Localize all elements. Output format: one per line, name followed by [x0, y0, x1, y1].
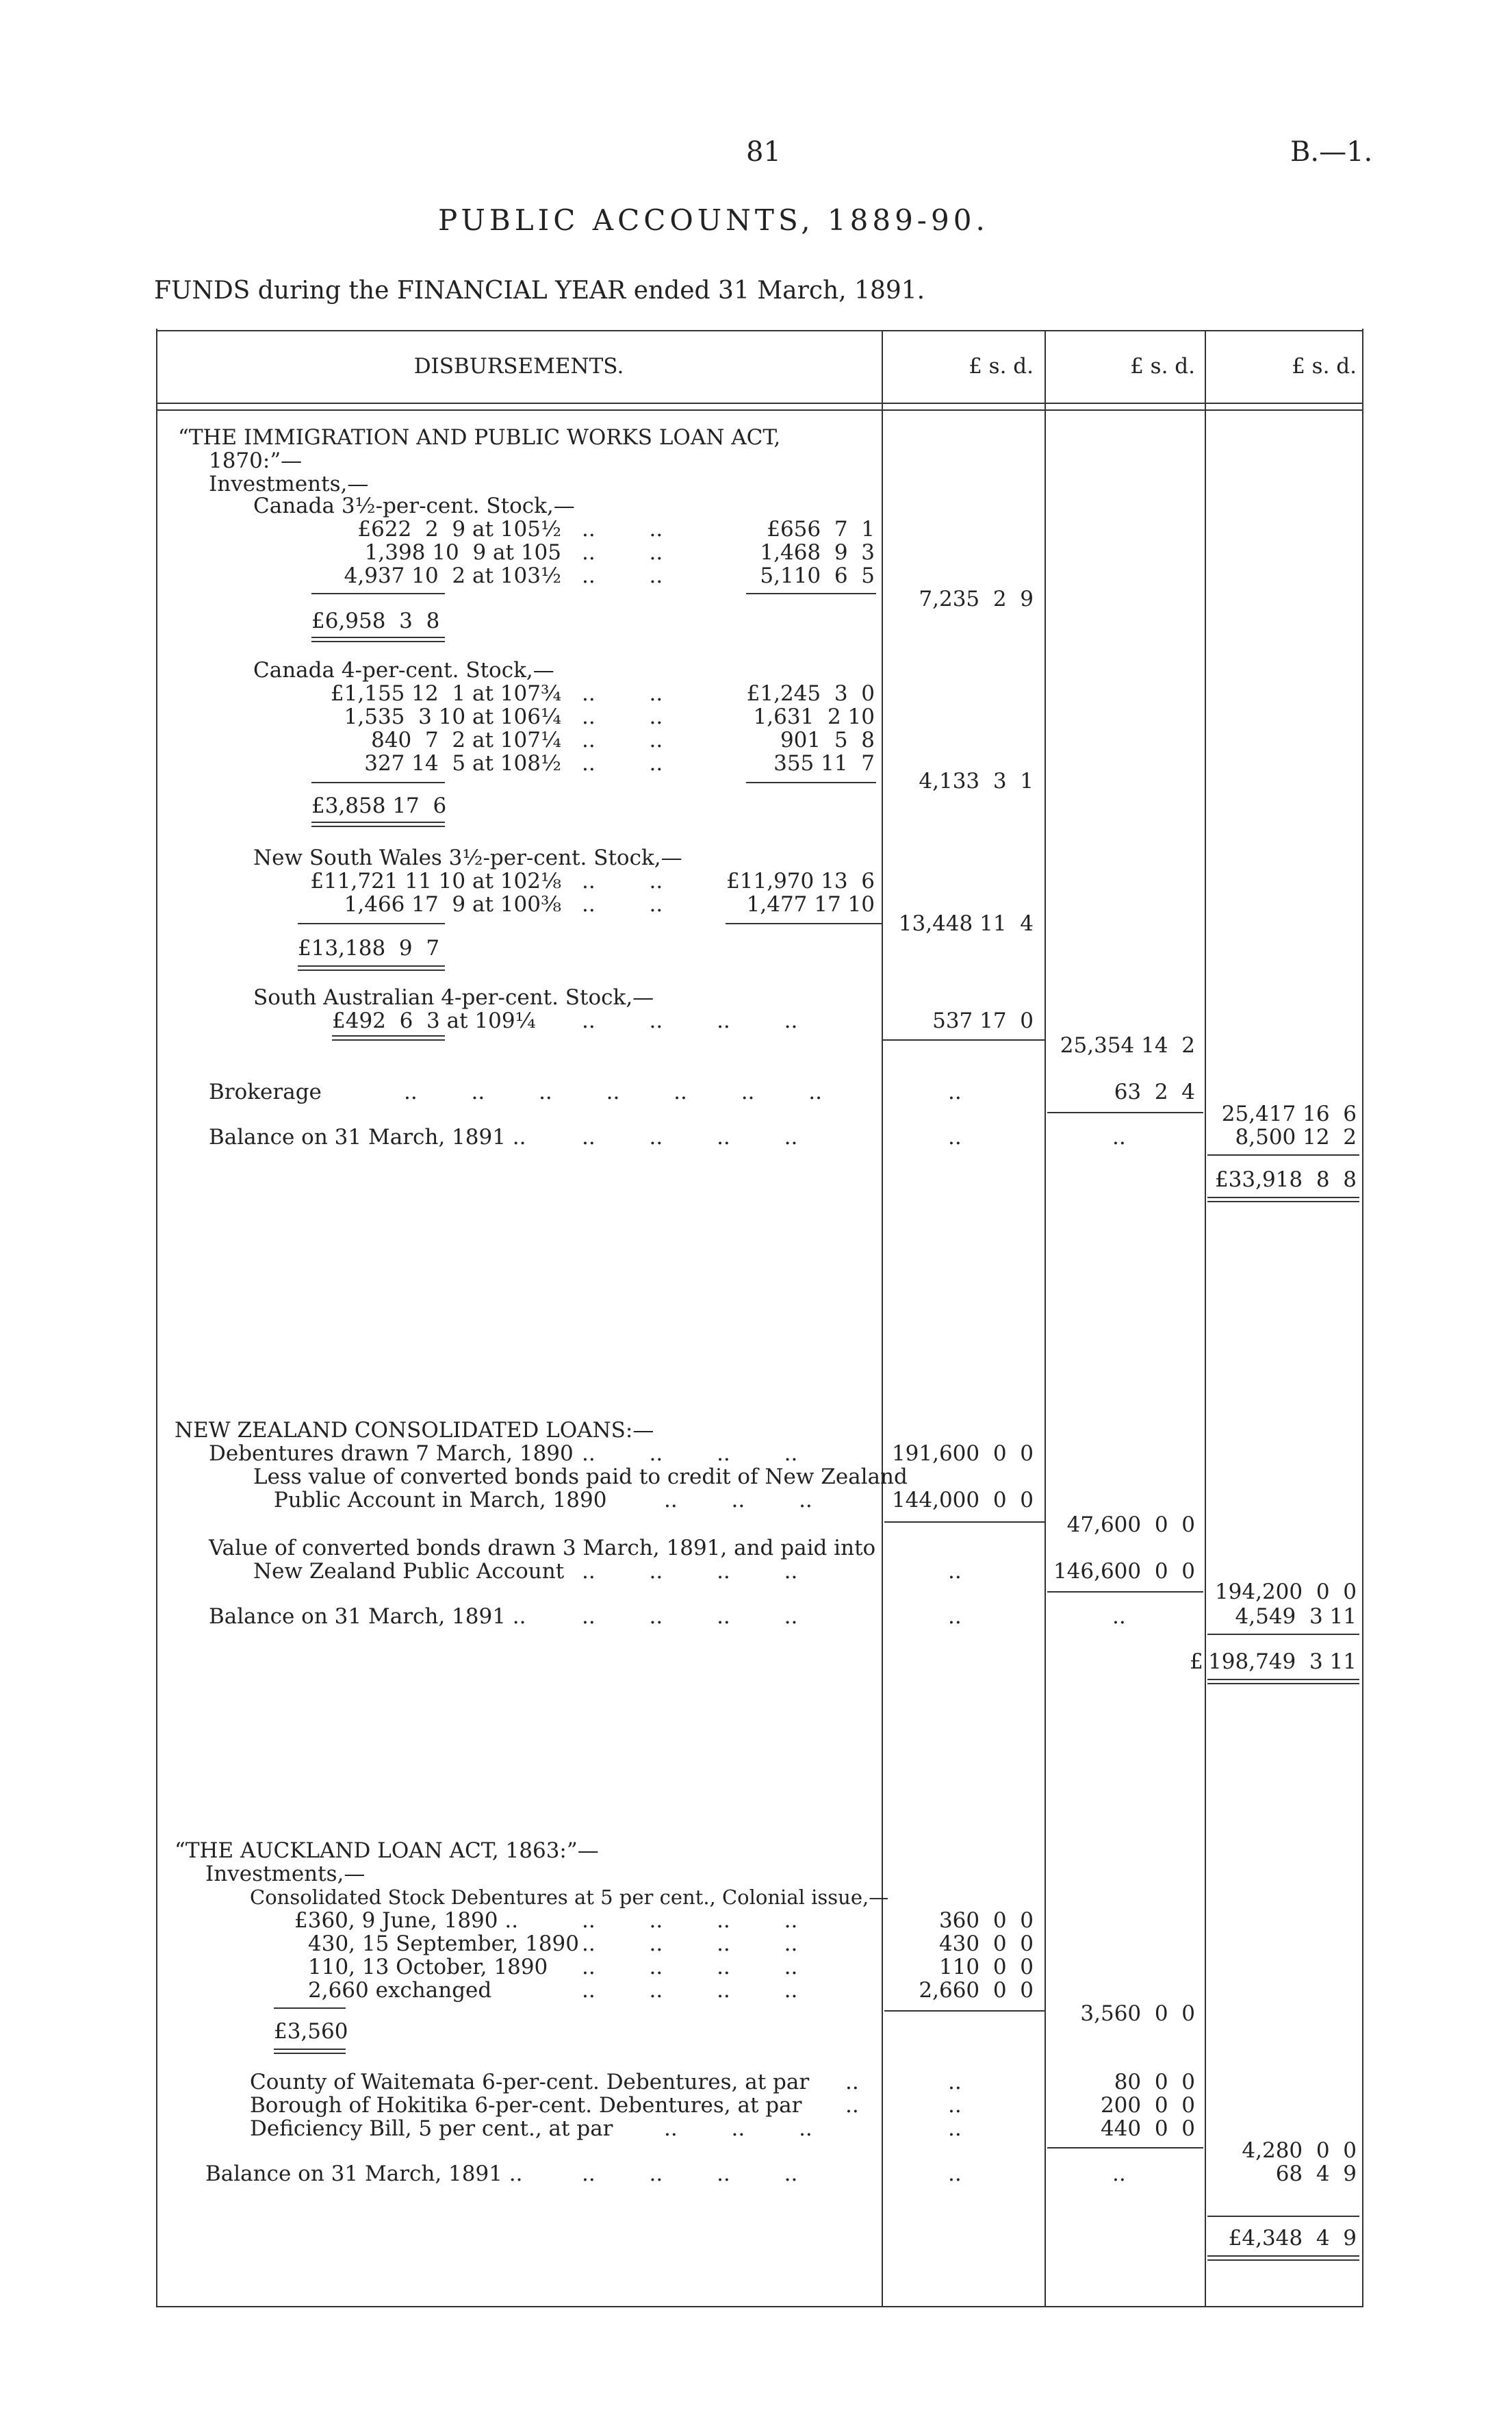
auckland-row-4-desc: 2,660 exchanged: [308, 1978, 492, 2003]
dot-leader: ..: [948, 2070, 962, 2094]
dot-leader: ..: [1112, 1604, 1126, 1629]
immigration-investments: Investments,—: [209, 472, 369, 496]
rule: [298, 923, 445, 924]
canada4-row-2-amount: 1,631 2 10: [753, 705, 875, 729]
nzloans-debentures-label: Debentures drawn 7 March, 1890: [209, 1441, 574, 1466]
nzloans-less-amount: 144,000 0 0: [891, 1488, 1034, 1512]
auckland-investments: Investments,—: [205, 1862, 366, 1886]
nsw-subtotal: 13,448 11 4: [898, 911, 1034, 936]
auckland-sum: 4,280 0 0: [1242, 2138, 1357, 2163]
canada35-row-2-desc: 1,398 10 9 at 105: [364, 540, 561, 565]
dot-leader: .. ..: [582, 705, 663, 729]
canada35-row-1-amount: £656 7 1: [767, 517, 875, 542]
canada4-row-3-amount: 901 5 8: [780, 728, 875, 752]
immigration-title-2: 1870:”—: [209, 448, 303, 473]
auckland-consol-label: Consolidated Stock Debentures at 5 per cent., Colonial issue,—: [250, 1886, 889, 1909]
col-3-header: £ s. d.: [1292, 354, 1357, 379]
dot-leader: ..: [845, 2093, 859, 2118]
rule: [311, 593, 445, 594]
rule: [1047, 1591, 1203, 1593]
auckland-total-face: £3,560: [274, 2019, 348, 2044]
canada35-row-3-amount: 5,110 6 5: [760, 563, 875, 588]
double-rule: [274, 2049, 346, 2054]
dot-leader: .. .. .. ..: [582, 1978, 798, 2003]
rule: [311, 782, 445, 783]
dot-leader: .. ..: [582, 517, 663, 542]
dot-leader: .. .. .. ..: [582, 1441, 798, 1466]
nzloans-value-label: Value of converted bonds drawn 3 March, 1891, and paid into: [209, 1536, 876, 1560]
auckland-item-1-desc: County of Waitemata 6-per-cent. Debentures, at par: [250, 2070, 810, 2094]
nsw-label: New South Wales 3½-per-cent. Stock,—: [253, 846, 682, 870]
dot-leader: ..: [1112, 1125, 1126, 1150]
dot-leader: .. .. .. ..: [582, 1125, 798, 1150]
auckland-row-2-amount: 430 0 0: [938, 1931, 1034, 1956]
canada4-total-face: £3,858 17 6: [311, 794, 447, 818]
canada4-row-2-desc: 1,535 3 10 at 106¼: [344, 705, 561, 729]
brokerage-label: Brokerage: [209, 1080, 322, 1104]
rule: [884, 1521, 1045, 1523]
rule: [746, 593, 876, 594]
rule: [1047, 1112, 1203, 1113]
dot-leader: ..: [1112, 2162, 1126, 2186]
canada4-row-4-desc: 327 14 5 at 108½: [364, 751, 561, 776]
double-rule: [311, 822, 445, 827]
dot-leader: .. ..: [582, 892, 663, 917]
auckland-item-3-desc: Deficiency Bill, 5 per cent., at par: [250, 2116, 613, 2141]
auckland-row-1-desc: £360, 9 June, 1890 ..: [294, 1908, 519, 1933]
auckland-row-3-amount: 110 0 0: [938, 1955, 1034, 1979]
dot-leader: ..: [948, 2162, 962, 2186]
nzloans-total-sign: £: [1190, 1649, 1203, 1674]
immigration-grand-total: £33,918 8 8: [1214, 1167, 1357, 1192]
dot-leader: .. ..: [582, 540, 663, 565]
auckland-row-2-desc: 430, 15 September, 1890: [308, 1931, 580, 1956]
page-reference: B.—1.: [1290, 136, 1373, 168]
nzloans-value-label-2: New Zealand Public Account: [253, 1559, 565, 1584]
auckland-balance-label: Balance on 31 March, 1891 ..: [205, 2162, 523, 2186]
auckland-item-3-amount: 440 0 0: [1100, 2116, 1195, 2141]
table-border-bottom: [156, 2306, 1362, 2307]
nsw-row-1-desc: £11,721 11 10 at 102⅛: [310, 869, 561, 893]
disbursements-header: DISBURSEMENTS.: [413, 354, 624, 379]
table-border-right: [1362, 329, 1363, 2307]
canada35-label: Canada 3½-per-cent. Stock,—: [253, 494, 575, 518]
canada4-row-4-amount: 355 11 7: [773, 751, 875, 776]
page-title: PUBLIC ACCOUNTS, 1889-90.: [438, 203, 989, 237]
immigration-balance: 8,500 12 2: [1235, 1125, 1357, 1150]
immigration-title: “THE IMMIGRATION AND PUBLIC WORKS LOAN ACT,: [178, 425, 781, 450]
dot-leader: .. .. .. ..: [582, 1955, 798, 1979]
rule: [884, 2010, 1045, 2012]
table-border-left: [156, 329, 157, 2307]
nzloans-sum: 194,200 0 0: [1214, 1580, 1357, 1604]
dot-leader: .. ..: [582, 563, 663, 588]
nzloans-debentures-amount: 191,600 0 0: [891, 1441, 1034, 1466]
dot-leader: ..: [948, 1125, 962, 1150]
rule: [1207, 1634, 1359, 1635]
rule: [726, 923, 882, 924]
dot-leader: .. .. .. ..: [582, 1931, 798, 1956]
auckland-item-2-desc: Borough of Hokitika 6-per-cent. Debentures, at par: [250, 2093, 802, 2118]
dot-leader: .. .. .. ..: [582, 1559, 798, 1584]
nzloans-less-label-2: Public Account in March, 1890: [274, 1488, 607, 1512]
dot-leader: .. .. .. ..: [582, 2162, 798, 2186]
investments-total: 25,354 14 2: [1060, 1033, 1195, 1058]
dot-leader: ..: [948, 1080, 962, 1104]
dot-leader: .. .. .. ..: [582, 1604, 798, 1629]
dot-leader: ..: [948, 2116, 962, 2141]
nsw-row-2-desc: 1,466 17 9 at 100⅜: [344, 892, 561, 917]
dot-leader: .. ..: [582, 681, 663, 706]
auckland-item-2-amount: 200 0 0: [1100, 2093, 1195, 2118]
dot-leader: .. .. .. ..: [582, 1908, 798, 1933]
auckland-row-4-amount: 2,660 0 0: [919, 1978, 1034, 2003]
nsw-row-2-amount: 1,477 17 10: [746, 892, 875, 917]
table-border-top: [156, 330, 1362, 331]
canada35-row-2-amount: 1,468 9 3: [760, 540, 875, 565]
table-header-rule-2: [156, 409, 1362, 411]
canada4-subtotal: 4,133 3 1: [919, 769, 1034, 794]
brokerage-amount: 63 2 4: [1114, 1080, 1195, 1104]
nzloans-grand-total: 198,749 3 11: [1208, 1649, 1357, 1674]
dot-leader: ..: [948, 2093, 962, 2118]
immigration-balance-label: Balance on 31 March, 1891 ..: [209, 1125, 526, 1150]
nzloans-value-amount: 146,600 0 0: [1053, 1559, 1195, 1584]
double-rule: [298, 965, 445, 971]
canada4-row-1-amount: £1,245 3 0: [746, 681, 875, 706]
nsw-total-face: £13,188 9 7: [298, 936, 440, 961]
sa-desc: £492 6 3 at 109¼: [332, 1009, 536, 1033]
auckland-balance: 68 4 9: [1275, 2162, 1357, 2186]
dot-leader: .. ..: [582, 728, 663, 752]
nzloans-balance: 4,549 3 11: [1235, 1604, 1357, 1629]
dot-leader: ..: [948, 1604, 962, 1629]
dot-leader: .. .. .. ..: [582, 1009, 798, 1033]
canada4-row-1-desc: £1,155 12 1 at 107¾: [330, 681, 561, 706]
page-number: 81: [746, 136, 781, 168]
dot-leader: .. .. ..: [664, 2116, 812, 2141]
col-1-header: £ s. d.: [969, 354, 1034, 379]
rule: [883, 1039, 1045, 1041]
canada4-row-3-desc: 840 7 2 at 107¼: [371, 728, 561, 752]
rule: [1047, 2147, 1203, 2148]
dot-leader: .. ..: [582, 869, 663, 893]
immigration-sum: 25,417 16 6: [1221, 1102, 1357, 1126]
column-divider-3: [1205, 330, 1206, 2306]
canada35-subtotal: 7,235 2 9: [919, 587, 1034, 611]
auckland-row-1-amount: 360 0 0: [938, 1908, 1034, 1933]
double-rule: [1207, 2255, 1359, 2261]
dot-leader: ..: [948, 1559, 962, 1584]
double-rule: [332, 1035, 445, 1041]
nzloans-balance-label: Balance on 31 March, 1891 ..: [209, 1604, 526, 1629]
double-rule: [1207, 1197, 1359, 1202]
dot-leader: ..: [845, 2070, 859, 2094]
table-header-rule: [156, 403, 1362, 404]
nzloans-less-label: Less value of converted bonds paid to credit of New Zealand: [253, 1465, 908, 1489]
auckland-row-3-desc: 110, 13 October, 1890: [308, 1955, 548, 1979]
auckland-subtotal: 3,560 0 0: [1080, 2001, 1195, 2026]
rule: [746, 782, 876, 783]
rule: [1207, 2216, 1359, 2217]
canada4-label: Canada 4-per-cent. Stock,—: [253, 658, 554, 683]
canada35-row-1-desc: £622 2 9 at 105½: [357, 517, 561, 542]
rule: [274, 2007, 346, 2009]
dot-leader: .. .. .. .. .. .. ..: [404, 1080, 822, 1104]
dot-leader: .. ..: [582, 751, 663, 776]
nsw-row-1-amount: £11,970 13 6: [726, 869, 875, 893]
canada35-row-3-desc: 4,937 10 2 at 103½: [344, 563, 561, 588]
canada35-total-face: £6,958 3 8: [311, 609, 440, 633]
dot-leader: .. .. ..: [664, 1488, 812, 1512]
nzloans-title: NEW ZEALAND CONSOLIDATED LOANS:—: [175, 1418, 654, 1443]
column-divider-1: [882, 330, 883, 2306]
nzloans-net: 47,600 0 0: [1066, 1512, 1195, 1537]
double-rule: [311, 637, 445, 642]
auckland-title: “THE AUCKLAND LOAN ACT, 1863:”—: [175, 1838, 599, 1863]
col-2-header: £ s. d.: [1130, 354, 1195, 379]
sa-label: South Australian 4-per-cent. Stock,—: [253, 985, 654, 1010]
auckland-item-1-amount: 80 0 0: [1114, 2070, 1195, 2094]
sa-subtotal: 537 17 0: [932, 1009, 1034, 1033]
rule: [1207, 1154, 1359, 1156]
double-rule: [1207, 1679, 1359, 1684]
auckland-grand-total: £4,348 4 9: [1228, 2226, 1357, 2251]
page-subtitle: FUNDS during the FINANCIAL YEAR ended 31 March, 1891.: [154, 277, 925, 305]
